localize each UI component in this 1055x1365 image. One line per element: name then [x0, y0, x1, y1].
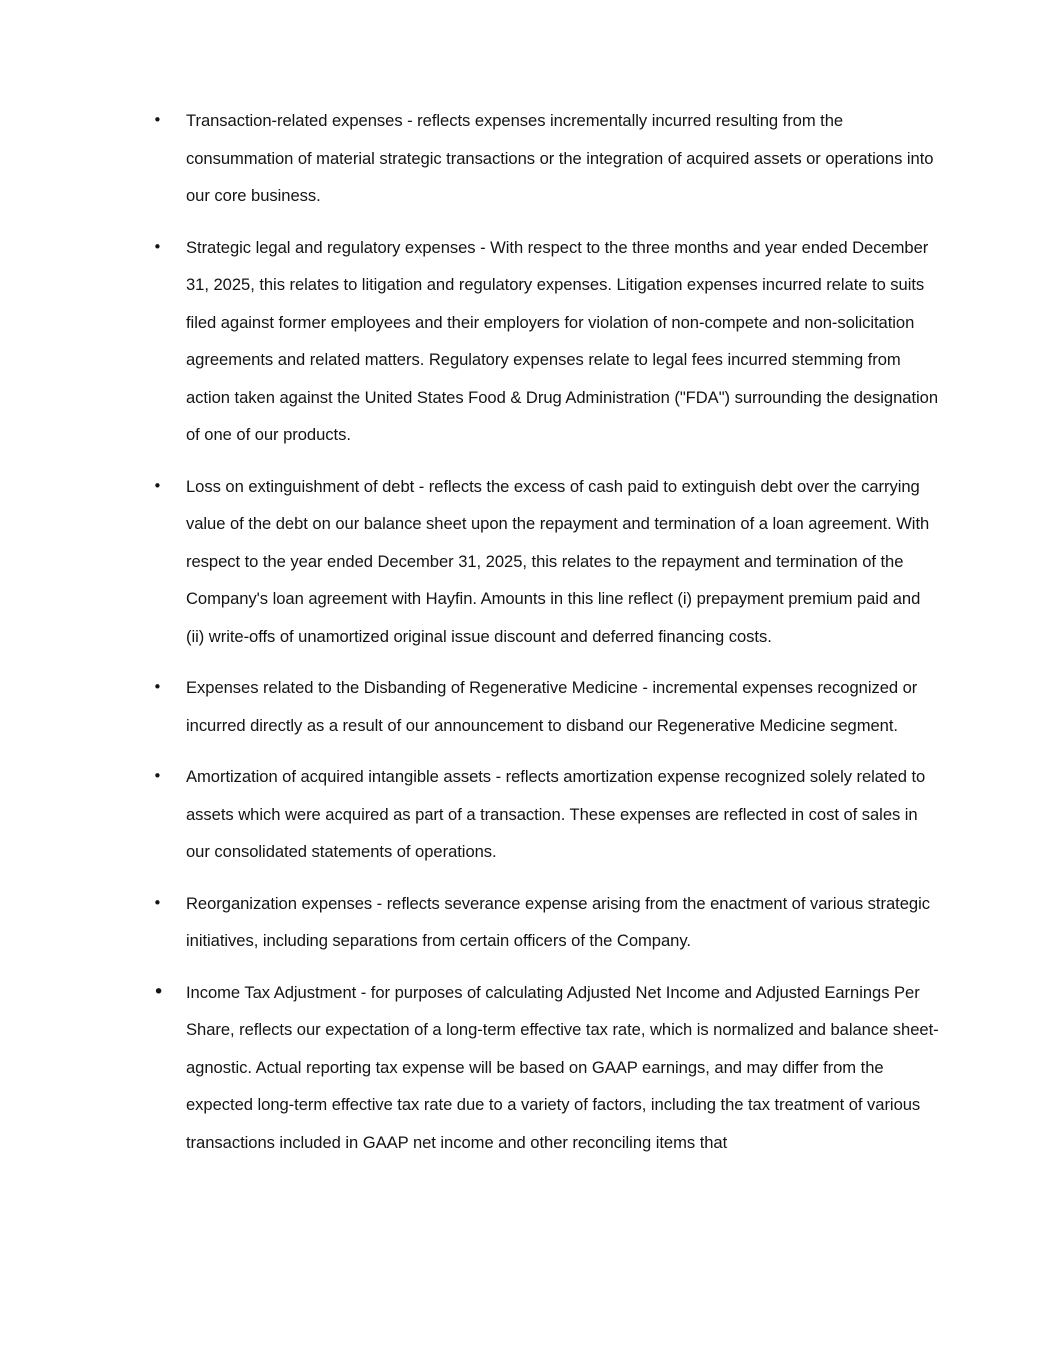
list-item-text: Transaction-related expenses - reflects expenses incrementally incurred resulting from the consummation of material strategic transactions or the integration of acquired assets or operations into our core business. [186, 111, 934, 205]
list-item [150, 468, 940, 656]
bullet-icon: • [153, 767, 162, 785]
list-item-text: Reorganization expenses - reflects severance expense arising from the enactment of various strategic initiatives, including separations from certain officers of the Company. [186, 893, 930, 950]
list-item-text: Income Tax Adjustment - for purposes of calculating Adjusted Net Income and Adjusted Earnings Per Share, reflects our expectation of a long-term effective tax rate, which is normalized and balance sheet-agnostic. Actual reporting tax expense will be based on GAAP earnings, and may differ from the expected long-term effective tax rate due to a variety of factors, including the tax treatment of various transactions included in GAAP net income and other reconciling items that [186, 982, 939, 1152]
bullet-icon: • [153, 678, 162, 696]
list-item-text: Strategic legal and regulatory expenses - With respect to the three months and year ended December 31, 2025, this relates to litigation and regulatory expenses. Litigation expenses incurred relate to suits filed against former employees and their employers for violation of non-compete and non-solicitation agreements and related matters. Regulatory expenses relate to legal fees incurred stemming from action taken against the United States Food & Drug Administration ("FDA") surrounding the designation of one of our products. [186, 237, 939, 444]
list-item-text: Expenses related to the Disbanding of Regenerative Medicine - incremental expenses recognized or incurred directly as a result of our announcement to disband our Regenerative Medicine segment. [186, 678, 918, 735]
bullet-icon: • [153, 237, 162, 256]
definitions-bullet-list [150, 102, 940, 1175]
bullet-icon: • [153, 476, 162, 495]
bullet-icon: • [153, 111, 162, 129]
list-item [150, 974, 940, 1162]
list-item [150, 229, 940, 454]
list-item [150, 669, 940, 744]
bullet-icon: • [153, 893, 162, 912]
list-item [150, 885, 940, 960]
list-item-text: Loss on extinguishment of debt - reflects the excess of cash paid to extinguish debt over the carrying value of the debt on our balance sheet upon the repayment and termination of a loan agreement. With respect to the year ended December 31, 2025, this relates to the repayment and termination of the Company's loan agreement with Hayfin. Amounts in this line reflect (i) prepayment premium paid and (ii) write-offs of unamortized original issue discount and deferred financing costs. [186, 476, 930, 646]
bullet-icon: • [153, 980, 165, 1003]
list-item [150, 102, 940, 215]
list-item-text: Amortization of acquired intangible assets - reflects amortization expense recognized solely related to assets which were acquired as part of a transaction. These expenses are reflected in cost of sales in our consolidated statements of operations. [186, 767, 926, 861]
list-item [150, 758, 940, 871]
